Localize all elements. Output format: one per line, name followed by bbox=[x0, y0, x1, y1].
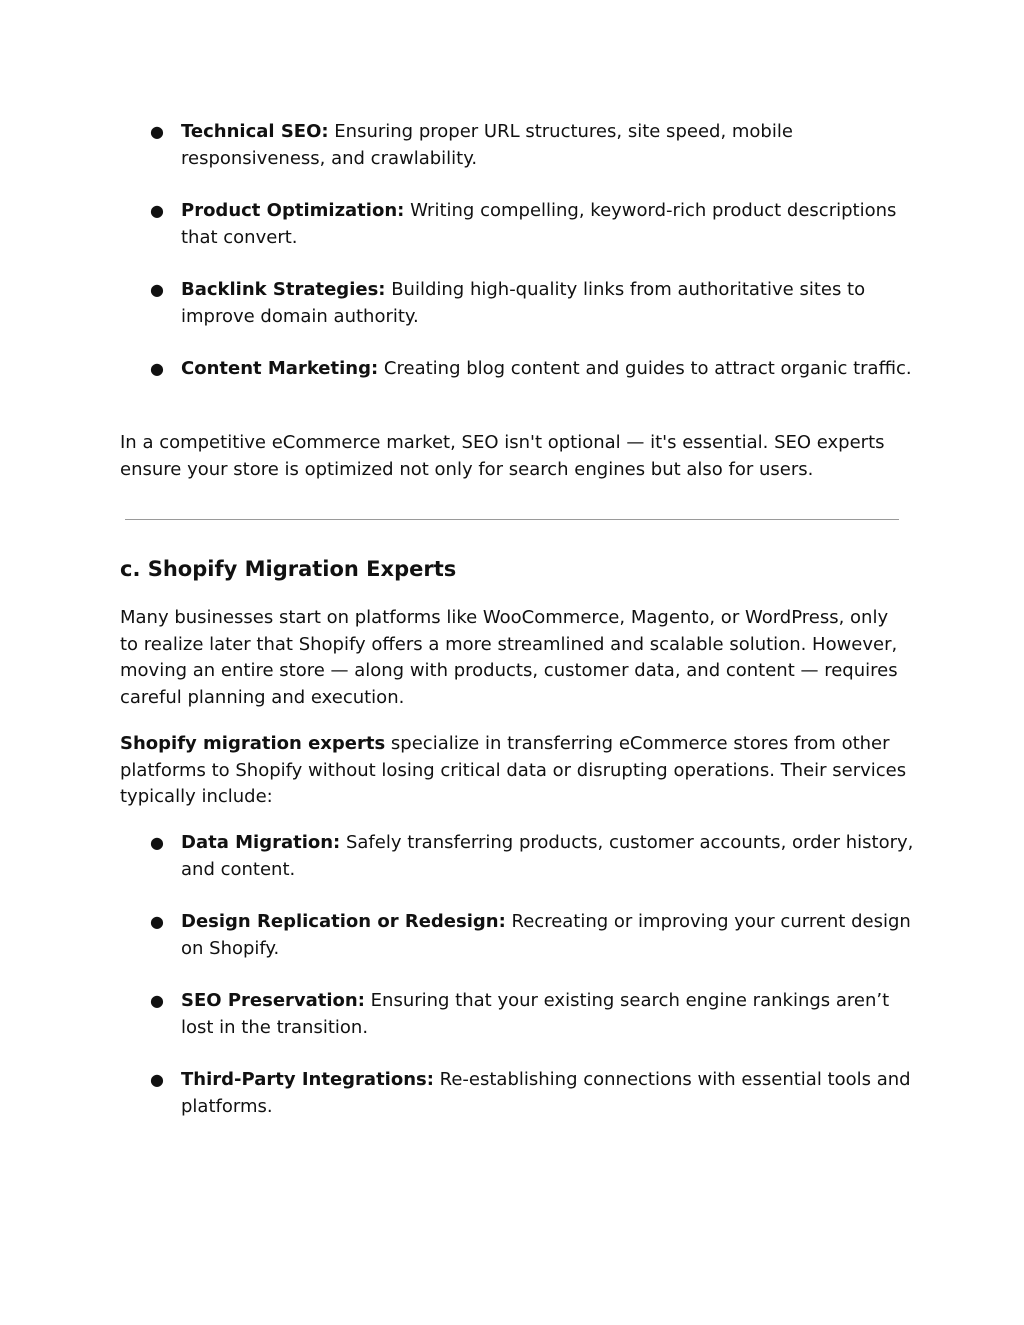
migration-intro-paragraph: Many businesses start on platforms like WooCommerce, Magento, or WordPress, only to realize later that Shopify offers a more streamlined and scalable solution. However, moving an entire store — along with products, customer data, and content — requires careful planning and execution. bbox=[120, 607, 898, 708]
bullet-icon: ● bbox=[150, 359, 164, 378]
section-divider bbox=[125, 519, 899, 520]
list-item bbox=[150, 356, 920, 383]
migration-lead-paragraph bbox=[120, 731, 910, 811]
list-item-text: Recreating or improving your current design on Shopify. bbox=[181, 911, 911, 959]
bullet-icon: ● bbox=[150, 280, 164, 299]
list-item-term: SEO Preservation: bbox=[181, 990, 365, 1011]
lead-bold-text: Shopify migration experts bbox=[120, 733, 386, 754]
bullet-icon: ● bbox=[150, 122, 164, 141]
list-item-term: Backlink Strategies: bbox=[181, 279, 386, 300]
section-heading: c. Shopify Migration Experts bbox=[120, 557, 457, 581]
list-item bbox=[150, 909, 920, 962]
list-item-text: Ensuring that your existing search engine rankings aren’t lost in the transition. bbox=[181, 990, 890, 1038]
seo-conclusion-paragraph: In a competitive eCommerce market, SEO isn't optional — it's essential. SEO experts ensure your store is optimized not only for search engines but also for users. bbox=[120, 432, 885, 480]
bullet-icon: ● bbox=[150, 833, 164, 852]
list-item-text: Writing compelling, keyword-rich product descriptions that convert. bbox=[181, 200, 897, 248]
bullet-icon: ● bbox=[150, 201, 164, 220]
list-item bbox=[150, 119, 920, 172]
list-item-term: Content Marketing: bbox=[181, 358, 379, 379]
list-item-text: Creating blog content and guides to attract organic traffic. bbox=[378, 358, 912, 379]
list-item-text: Re-establishing connections with essential tools and platforms. bbox=[181, 1069, 911, 1117]
bullet-icon: ● bbox=[150, 912, 164, 931]
list-item-term: Product Optimization: bbox=[181, 200, 405, 221]
list-item bbox=[150, 198, 920, 251]
bullet-icon: ● bbox=[150, 1070, 164, 1089]
list-item-term: Data Migration: bbox=[181, 832, 341, 853]
lead-rest-text: specialize in transferring eCommerce stores from other platforms to Shopify without losing critical data or disrupting operations. Their services typically include: bbox=[120, 733, 907, 807]
list-item-text: Safely transferring products, customer accounts, order history, and content. bbox=[181, 832, 914, 880]
list-item-term: Technical SEO: bbox=[181, 121, 329, 142]
list-item-text: Building high-quality links from authoritative sites to improve domain authority. bbox=[181, 279, 866, 327]
bullet-icon: ● bbox=[150, 991, 164, 1010]
seo-services-list bbox=[150, 119, 920, 383]
list-item-text: Ensuring proper URL structures, site speed, mobile responsiveness, and crawlability. bbox=[181, 121, 793, 169]
list-item-term: Design Replication or Redesign: bbox=[181, 911, 506, 932]
list-item bbox=[150, 1067, 920, 1120]
list-item bbox=[150, 830, 920, 883]
list-item-term: Third-Party Integrations: bbox=[181, 1069, 434, 1090]
list-item bbox=[150, 277, 920, 330]
list-item bbox=[150, 988, 920, 1041]
migration-services-list bbox=[150, 830, 920, 1120]
